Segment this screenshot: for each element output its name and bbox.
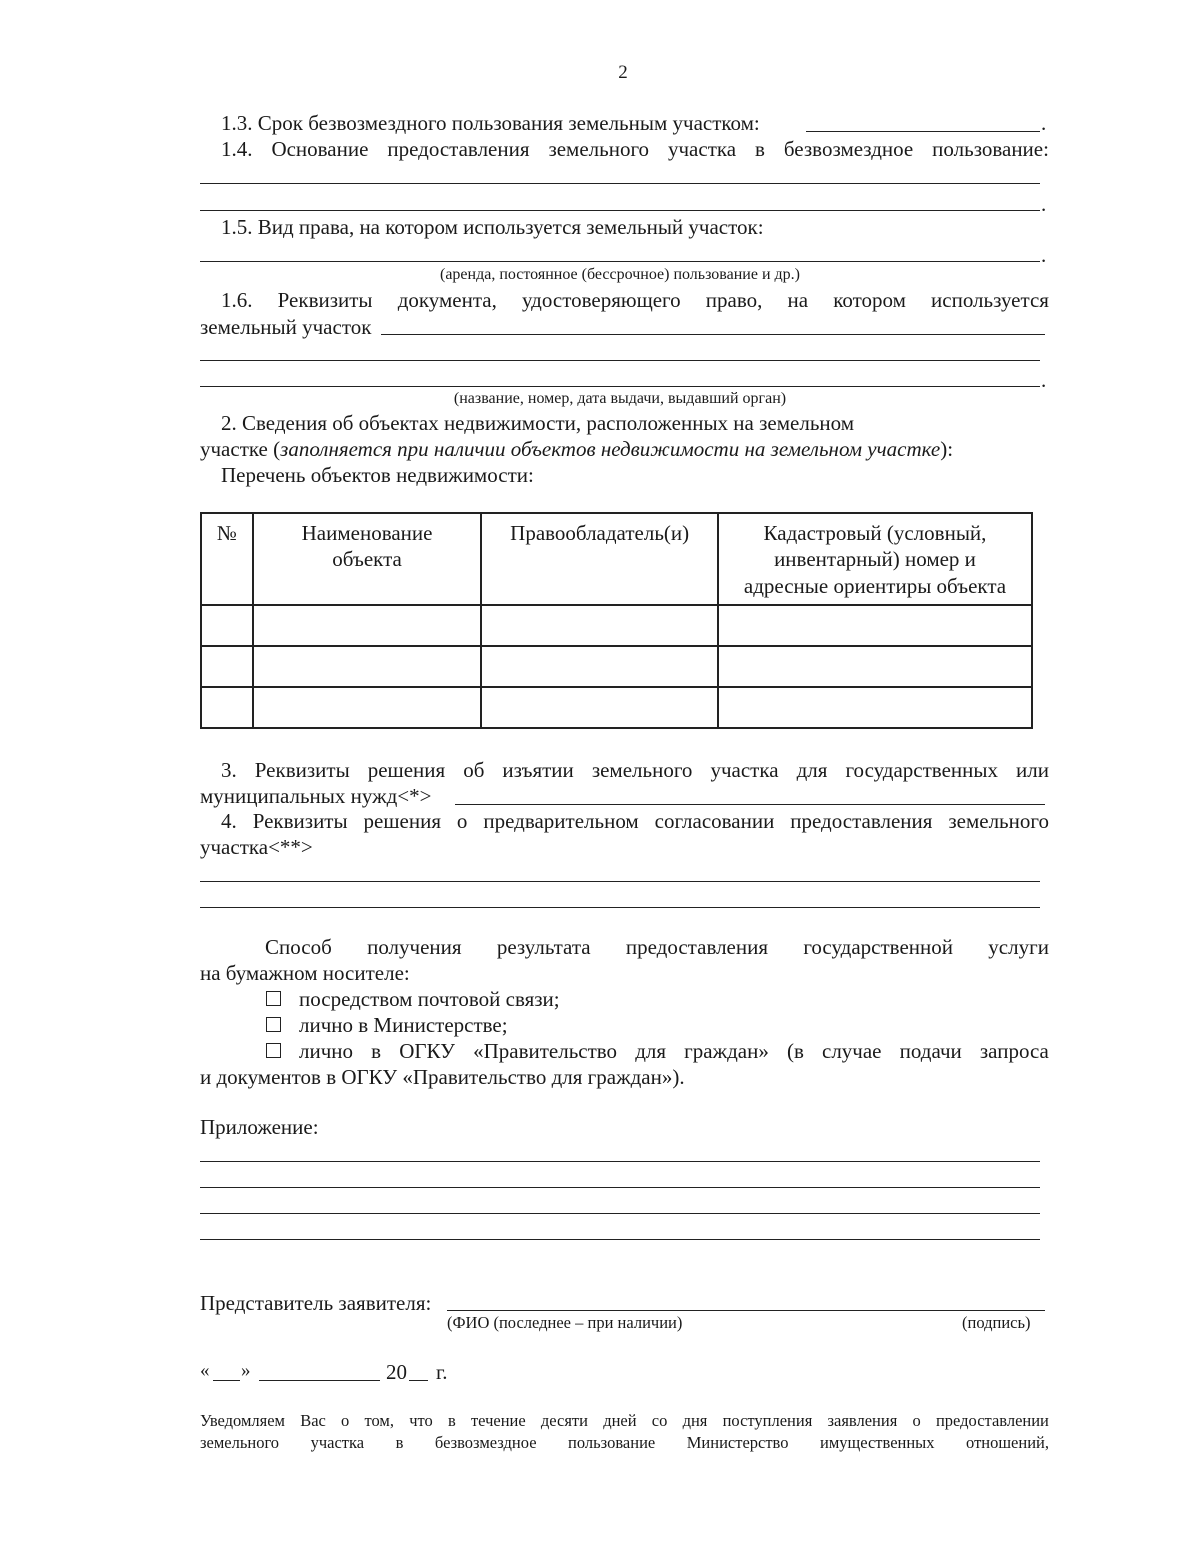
notice-line1 (200, 1411, 1049, 1431)
col-holder-header: Правообладатель(и) (481, 513, 718, 605)
word: Реквизиты (277, 288, 373, 312)
word: Уведомляем (200, 1411, 285, 1430)
col-cadastral-header: Кадастровый (условный, инвентарный) номер и адресные ориентиры объекта (718, 513, 1032, 605)
approval-fill-line-1 (200, 881, 1040, 882)
word: со (651, 1411, 668, 1430)
representative-fill-line (447, 1310, 1045, 1311)
word: документа, (397, 288, 497, 312)
word: безвозмездное (783, 137, 914, 161)
basis-fill-line-1 (200, 183, 1040, 184)
section-3-line2: муниципальных нужд<*> (200, 784, 432, 808)
method-line2: на бумажном носителе: (200, 961, 410, 985)
word: о (341, 1411, 350, 1430)
word: о (456, 809, 468, 833)
doc-fill-line-2 (200, 360, 1040, 361)
word: Реквизиты (252, 809, 348, 833)
word: государственных (845, 758, 998, 782)
word: Министерство (686, 1433, 789, 1452)
section-1-3-period: . (1041, 111, 1047, 135)
objects-list-title: Перечень объектов недвижимости: (221, 463, 534, 487)
word: предоставления (625, 935, 769, 959)
word: отношений, (966, 1433, 1049, 1452)
word: ОГКУ (399, 1039, 455, 1063)
section-3-text (221, 758, 1049, 783)
word: Основание (271, 137, 369, 161)
attachment-line-4 (200, 1239, 1040, 1240)
word: котором (833, 288, 906, 312)
right-type-caption: (аренда, постоянное (бессрочное) пользование и др.) (440, 266, 800, 283)
word: пользование: (932, 137, 1049, 161)
word: предварительном (483, 809, 639, 833)
section-2-line2: участке (заполняется при наличии объектов недвижимости на земельном участке): (200, 437, 954, 461)
word: на (787, 288, 809, 312)
section-1-5-text: 1.5. Вид права, на котором используется земельный участок: (221, 215, 764, 239)
ministry-checkbox[interactable] (266, 1017, 281, 1032)
word: используется (931, 288, 1049, 312)
objects-table (200, 512, 1033, 729)
section-1-4-text (221, 137, 1049, 162)
table-row (201, 687, 1032, 728)
basis-period: . (1041, 192, 1047, 216)
word: предоставлении (935, 1411, 1049, 1430)
word: государственной (803, 935, 953, 959)
word: имущественных (820, 1433, 935, 1452)
word: предоставления (387, 137, 530, 161)
checkbox-word-group (266, 1039, 353, 1064)
word: дней (603, 1411, 637, 1430)
page-number: 2 (618, 62, 628, 83)
word: в (371, 1039, 382, 1063)
section-1-3-text: 1.3. Срок безвозмездного пользования земельным участком: (221, 111, 760, 135)
word: поступления (722, 1411, 813, 1430)
word: участка (710, 758, 779, 782)
word: в (395, 1433, 404, 1452)
word: случае (822, 1039, 882, 1063)
word: изъятии (502, 758, 574, 782)
word: решения (363, 809, 441, 833)
word: для (635, 1039, 667, 1063)
word: подачи (899, 1039, 962, 1063)
word: Вас (300, 1411, 326, 1430)
word: «Правительство (473, 1039, 618, 1063)
word: запроса (979, 1039, 1049, 1063)
word: дня (682, 1411, 708, 1430)
section-2-line1: 2. Сведения об объектах недвижимости, расположенных на земельном (221, 411, 855, 435)
word: участка (310, 1433, 365, 1452)
col-number-header: № (201, 513, 253, 605)
word: 3. (221, 758, 237, 782)
signature-caption: (подпись) (962, 1313, 1031, 1332)
section-1-6-line2: земельный участок (200, 315, 372, 339)
word: предоставления (790, 809, 933, 833)
right-type-period: . (1041, 243, 1047, 267)
word: (в (786, 1039, 804, 1063)
doc-caption: (название, номер, дата выдачи, выдавший орган) (453, 390, 787, 407)
attachment-line-3 (200, 1213, 1040, 1214)
method-text (265, 935, 1049, 960)
word: земельного (548, 137, 650, 161)
section-4-line2: участка<**> (200, 835, 313, 859)
word: об (463, 758, 485, 782)
date-close-quote: » (241, 1360, 251, 1381)
representative-label: Представитель заявителя: (200, 1291, 432, 1315)
attachment-label: Приложение: (200, 1115, 319, 1139)
word: удостоверяющего (522, 288, 681, 312)
word: Реквизиты (254, 758, 350, 782)
ogku-checkbox[interactable] (266, 1043, 281, 1058)
date-year-line (409, 1380, 428, 1381)
withdrawal-fill-line (455, 804, 1045, 805)
term-fill-line (806, 131, 1040, 132)
word: земельного (948, 809, 1049, 833)
word: результата (496, 935, 591, 959)
table-header-row (201, 513, 1032, 605)
fio-caption: (ФИО (последнее – при наличии) (447, 1313, 683, 1332)
word: для (796, 758, 828, 782)
word: 1.4. (221, 137, 253, 161)
section-4-text (221, 809, 1049, 834)
word: в (447, 1411, 456, 1430)
basis-fill-line-2 (200, 210, 1040, 211)
word: 1.6. (221, 288, 253, 312)
option-ogku (266, 1039, 1049, 1064)
doc-fill-line-1 (381, 334, 1045, 335)
word: земельного (591, 758, 693, 782)
attachment-line-2 (200, 1187, 1040, 1188)
date-year-suffix: г. (436, 1360, 448, 1384)
attachment-line-1 (200, 1161, 1040, 1162)
word: пользование (568, 1433, 656, 1452)
date-day-line (213, 1380, 240, 1381)
word: Способ (265, 935, 332, 959)
word: участка (668, 137, 737, 161)
word: заявления (827, 1411, 898, 1430)
word: граждан» (684, 1039, 769, 1063)
word: получения (367, 935, 462, 959)
option-ministry: лично в Министерстве; (266, 1013, 508, 1038)
word: право, (705, 288, 763, 312)
doc-fill-line-3 (200, 386, 1040, 387)
section-1-6-text (221, 288, 1049, 313)
word: десяти (540, 1411, 588, 1430)
word: что (409, 1411, 433, 1430)
word: согласовании (654, 809, 775, 833)
notice-line2 (200, 1433, 1049, 1453)
word: услуги (988, 935, 1049, 959)
word: 4. (221, 809, 237, 833)
word: лично (299, 1039, 354, 1063)
option-mail: посредством почтовой связи; (266, 987, 560, 1012)
table-row (201, 605, 1032, 646)
mail-checkbox[interactable] (266, 991, 281, 1006)
word: безвозмездное (434, 1433, 537, 1452)
approval-fill-line-2 (200, 907, 1040, 908)
word: том, (364, 1411, 394, 1430)
word: решения (367, 758, 446, 782)
col-name-header: Наименование объекта (253, 513, 481, 605)
date-open-quote: « (200, 1360, 210, 1381)
word: в (755, 137, 765, 161)
doc-period: . (1041, 368, 1047, 392)
word: или (1016, 758, 1049, 782)
word: течение (470, 1411, 526, 1430)
word: земельного (200, 1433, 280, 1452)
word: о (912, 1411, 921, 1430)
table-row (201, 646, 1032, 687)
date-year-prefix: 20 (386, 1360, 407, 1384)
right-type-fill-line (200, 261, 1040, 262)
date-month-line (259, 1380, 380, 1381)
option-ogku-line2: и документов в ОГКУ «Правительство для граждан»). (200, 1065, 685, 1089)
